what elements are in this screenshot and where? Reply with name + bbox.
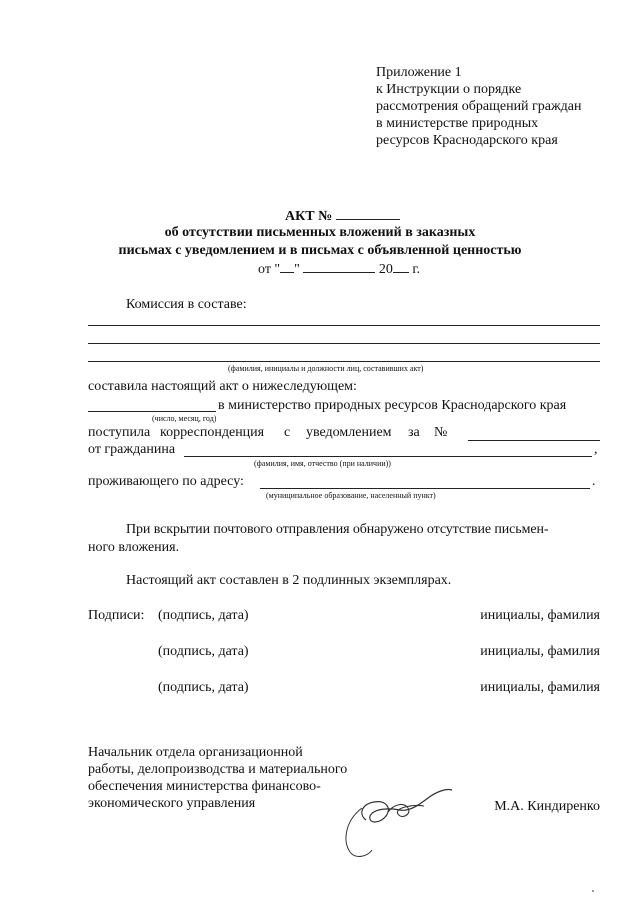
footer-name: М.А. Киндиренко	[494, 799, 600, 814]
date-year-blank	[393, 260, 409, 273]
composed-text: составила настоящий акт о нижеследующем:	[88, 379, 357, 394]
date-year-label: 20	[378, 262, 393, 277]
signatures-label: Подписи:	[88, 608, 145, 623]
date-month-blank	[303, 260, 375, 273]
act-title	[285, 207, 400, 225]
handwritten-signature	[328, 768, 468, 864]
address-label: проживающего по адресу:	[88, 474, 244, 489]
commission-line-2	[88, 343, 600, 344]
received-number-line	[468, 440, 600, 441]
signature-row-1-left: (подпись, дата)	[158, 608, 249, 623]
date-caption: (число, месяц, год)	[152, 414, 217, 423]
citizen-caption: (фамилия, имя, отчество (при наличии))	[254, 459, 391, 468]
act-subtitle-1: об отсутствии письменных вложений в заказных	[164, 225, 476, 240]
address-caption: (муниципальное образование, населенный пункт)	[266, 491, 436, 500]
received-word-1: поступила	[88, 425, 151, 440]
footer-line-3: обеспечения министерства финансово-	[88, 779, 321, 794]
received-word-3: с	[284, 425, 291, 440]
date-blank-line	[88, 411, 216, 412]
signature-stroke-main	[362, 789, 452, 822]
received-word-6: №	[434, 425, 448, 440]
received-word-4: уведомлением	[306, 425, 392, 440]
appendix-line-5: ресурсов Краснодарского края	[376, 133, 558, 148]
ministry-text: в министерство природных ресурсов Краснодарского края	[218, 398, 567, 413]
date-from-label: от "	[258, 262, 281, 277]
commission-line-3	[88, 361, 600, 362]
finding-line-1: При вскрытии почтового отправления обнаружено отсутствие письмен-	[126, 522, 549, 537]
received-line	[88, 424, 600, 441]
date-day-blank	[280, 260, 294, 273]
signature-row-3-right: инициалы, фамилия	[480, 680, 600, 695]
date-quote: "	[294, 262, 300, 277]
act-subtitle-2: письмах с уведомлением и в письмах с объявленной ценностью	[118, 243, 522, 258]
footer-line-1: Начальник отдела организационной	[88, 745, 303, 760]
commission-line-1	[88, 325, 600, 326]
address-line	[260, 488, 590, 489]
appendix-block	[376, 64, 582, 149]
commission-label: Комиссия в составе:	[126, 297, 247, 312]
footer-line-4: экономического управления	[88, 796, 256, 811]
appendix-line-3: рассмотрения обращений граждан	[376, 99, 582, 114]
citizen-comma: ,	[594, 442, 598, 457]
citizen-label: от гражданина	[88, 442, 176, 457]
act-date-line	[258, 260, 420, 278]
act-number-label: АКТ №	[285, 209, 333, 224]
received-word-2: корреспонденция	[160, 425, 265, 440]
date-suffix: г.	[412, 262, 421, 277]
signature-stroke-tail	[346, 808, 372, 856]
scan-speck	[592, 890, 594, 892]
appendix-line-2: к Инструкции о порядке	[376, 82, 522, 97]
act-number-blank	[336, 207, 400, 220]
signature-row-2-right: инициалы, фамилия	[480, 644, 600, 659]
commission-caption: (фамилия, инициалы и должности лиц, составивших акт)	[228, 364, 424, 373]
finding-line-2: ного вложения.	[88, 540, 180, 555]
signature-row-3-left: (подпись, дата)	[158, 680, 249, 695]
footer-line-2: работы, делопроизводства и материального	[88, 762, 348, 777]
received-word-5: за	[408, 425, 420, 440]
signature-row-2-left: (подпись, дата)	[158, 644, 249, 659]
copies-text: Настоящий акт составлен в 2 подлинных экземплярах.	[126, 573, 452, 588]
address-period: .	[592, 474, 596, 489]
appendix-line-1: Приложение 1	[376, 65, 462, 80]
footer-position	[88, 744, 347, 812]
appendix-line-4: в министерстве природных	[376, 116, 539, 131]
signature-row-1-right: инициалы, фамилия	[480, 608, 600, 623]
citizen-line	[184, 456, 592, 457]
